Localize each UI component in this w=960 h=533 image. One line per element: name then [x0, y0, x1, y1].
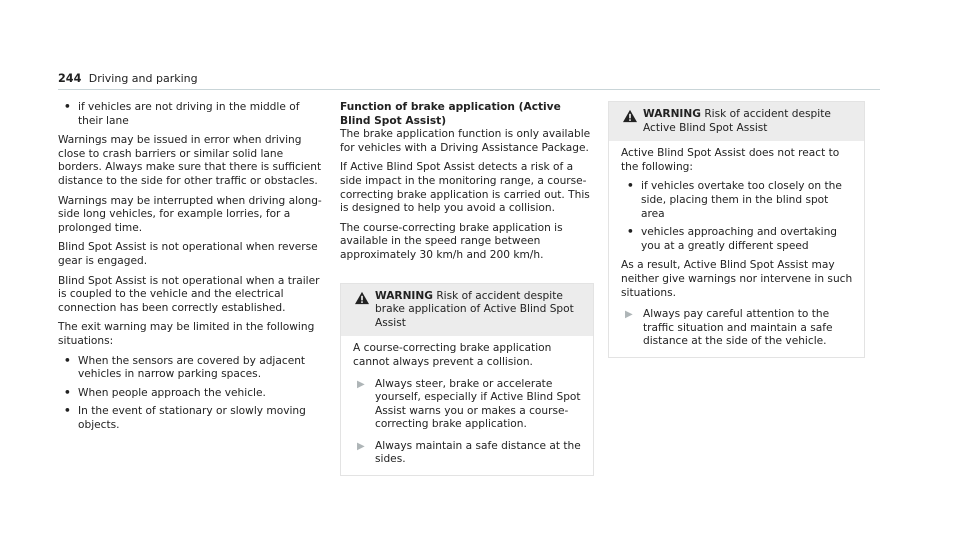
- paragraph: Blind Spot Assist is not operational when a trailer is coupled to the vehicle and the electrical connection has been correctly established.: [58, 274, 320, 314]
- column-3: [608, 101, 865, 358]
- warning-text: A course-correcting brake application cannot always prevent a collision.: [353, 342, 552, 368]
- arrow-right-icon: ▶: [625, 309, 633, 321]
- action-item: [353, 440, 583, 467]
- section-heading: Function of brake application (Active Blind Spot Assist): [340, 101, 561, 127]
- action-text: Always steer, brake or accelerate yourself, especially if Active Blind Spot Assist warns you or makes a course-correcting brake application.: [375, 377, 581, 431]
- action-text: Always maintain a safe distance at the sides.: [375, 439, 581, 466]
- page-number: 244: [58, 72, 82, 85]
- paragraph: If Active Blind Spot Assist detects a risk of a side impact in the monitoring range, a course-correcting brake application is carried out. This is designed to help you avoid a collision.: [340, 161, 590, 215]
- paragraph: Blind Spot Assist is not operational when reverse gear is engaged.: [58, 241, 318, 267]
- list-item: • if vehicles overtake too closely on the side, placing them in the blind spot area: [621, 180, 854, 221]
- situations-list: [58, 355, 326, 433]
- list-item: • When people approach the vehicle.: [58, 387, 326, 401]
- warning-triangle-icon: [353, 291, 371, 305]
- warning-header: [341, 284, 593, 337]
- warning-text: As a result, Active Blind Spot Assist may neither give warnings nor intervene in such situations.: [621, 259, 853, 299]
- paragraph: Warnings may be issued in error when driving close to crash barriers or similar solid lane borders. Always make sure that there is sufficient distance to the side for other traffic or obstacles.: [58, 134, 322, 187]
- bullet-list: [621, 180, 854, 253]
- column-2: [340, 101, 594, 476]
- warning-box: [608, 101, 865, 358]
- paragraph: The course-correcting brake application is available in the speed range between approximately 30 km/h and 200 km/h.: [340, 221, 563, 261]
- paragraph: The exit warning may be limited in the following situations:: [58, 321, 315, 347]
- arrow-right-icon: ▶: [357, 378, 365, 390]
- bullet-list: [58, 101, 326, 128]
- action-item: [621, 308, 854, 349]
- list-item: • In the event of stationary or slowly moving objects.: [58, 405, 326, 432]
- list-item: • if vehicles are not driving in the middle of their lane: [58, 101, 326, 128]
- list-item: • When the sensors are covered by adjacent vehicles in narrow parking spaces.: [58, 355, 326, 382]
- page-header: [58, 72, 880, 90]
- warning-body: [609, 141, 864, 357]
- action-item: [353, 378, 583, 432]
- warning-header: [609, 102, 864, 141]
- warning-title: Risk of accident despite Active Blind Spot Assist: [643, 108, 831, 134]
- paragraph: The brake application function is only available for vehicles with a Driving Assistance Package.: [340, 128, 591, 154]
- warning-box: [340, 283, 594, 477]
- warning-title: Risk of accident despite brake application of Active Blind Spot Assist: [375, 289, 574, 329]
- column-1: [58, 101, 326, 438]
- paragraph: Warnings may be interrupted when driving along-side long vehicles, for example lorries, for a prolonged time.: [58, 194, 322, 234]
- warning-label: WARNING: [375, 289, 433, 302]
- warning-text: Active Blind Spot Assist does not react to the following:: [621, 147, 840, 173]
- warning-triangle-icon: [621, 109, 639, 123]
- list-item: • vehicles approaching and overtaking you at a greatly different speed: [621, 226, 854, 253]
- warning-body: [341, 336, 593, 475]
- warning-label: WARNING: [643, 108, 701, 120]
- action-text: Always pay careful attention to the traffic situation and maintain a safe distance at the side of the vehicle.: [643, 308, 833, 348]
- arrow-right-icon: ▶: [357, 440, 365, 452]
- section-title: Driving and parking: [88, 72, 198, 85]
